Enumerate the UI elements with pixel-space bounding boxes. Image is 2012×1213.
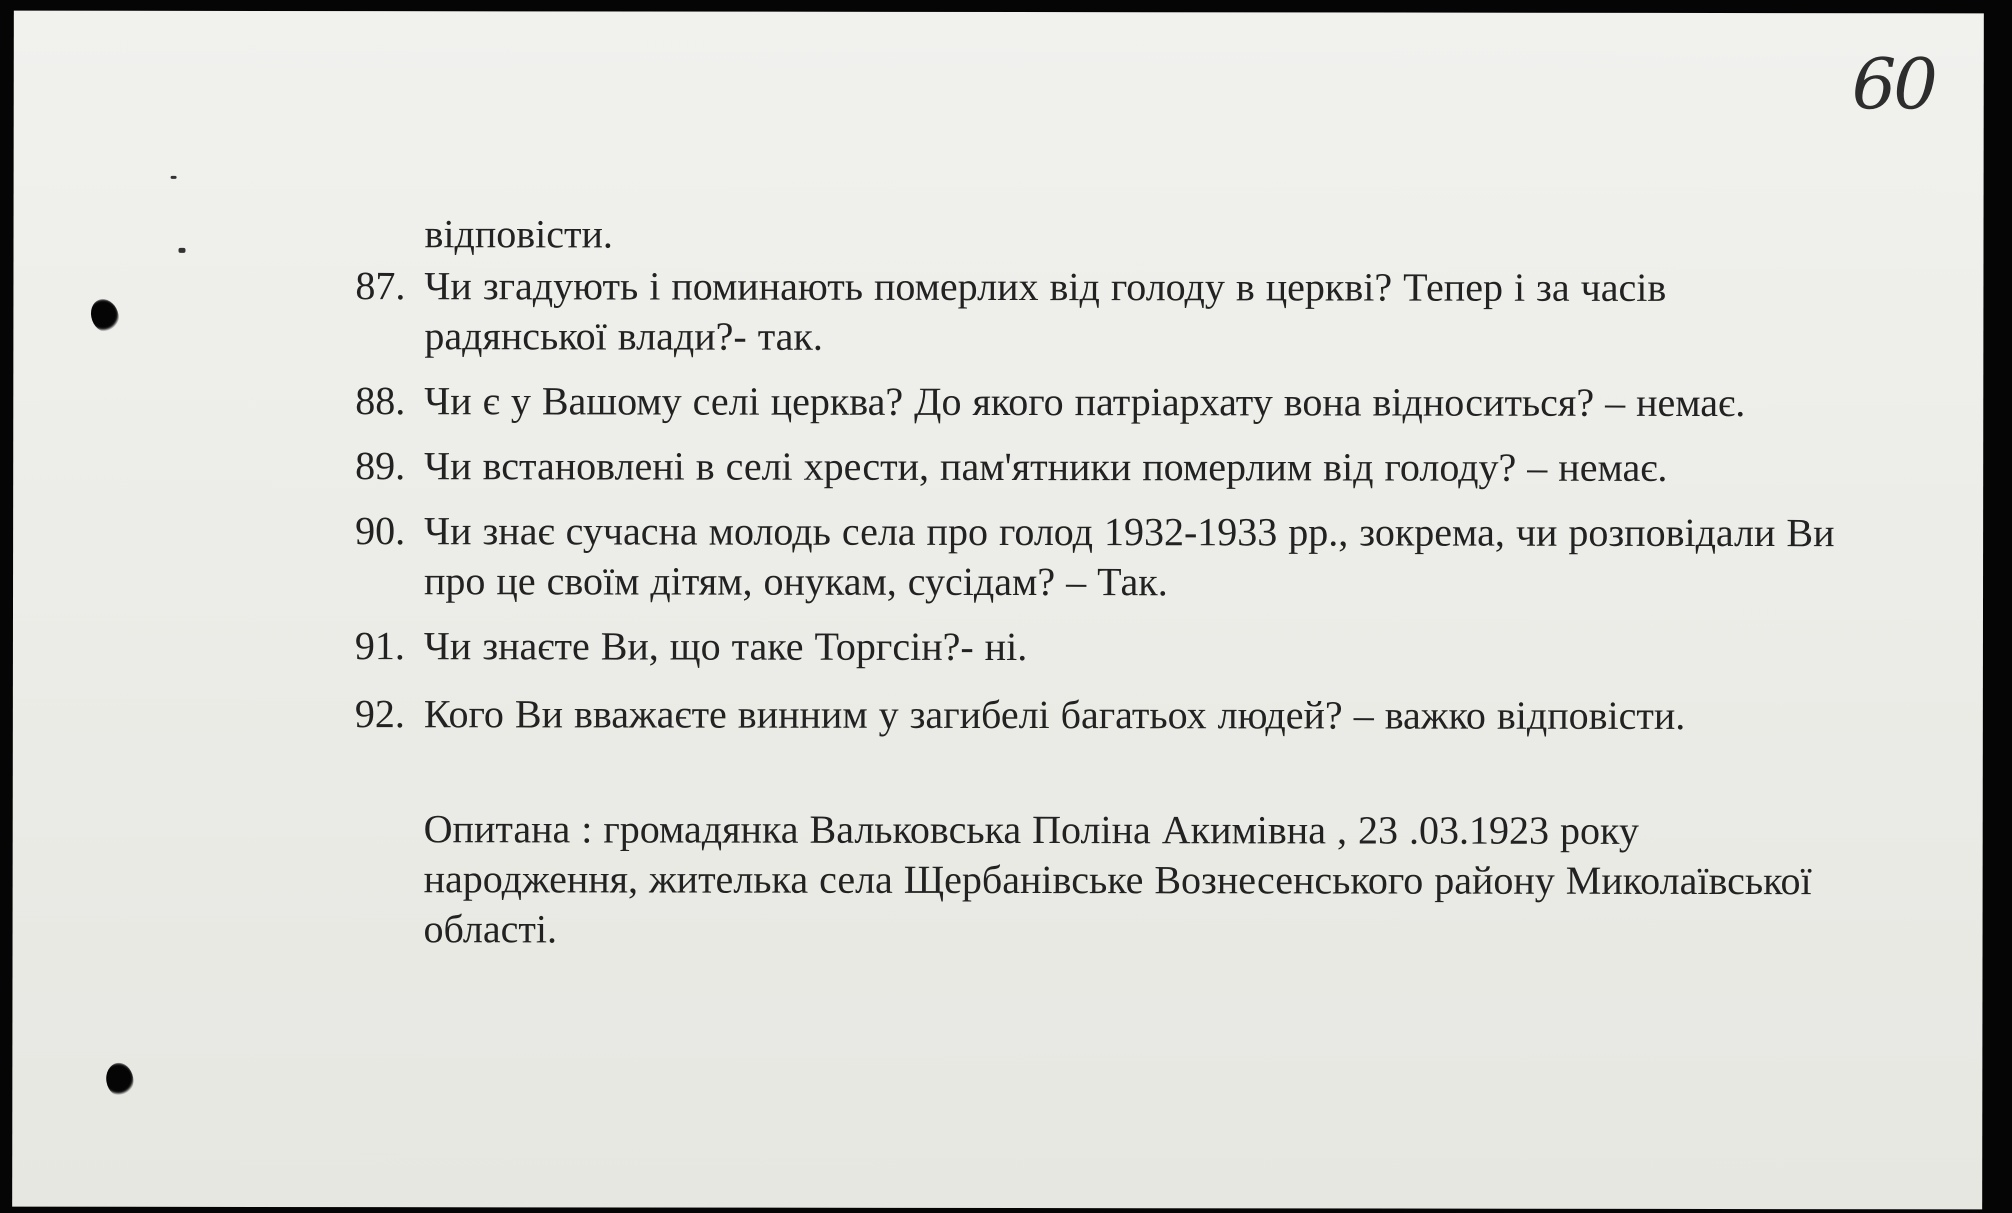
question-text: Кого Ви вважаєте винним у загибелі багатьох людей? – важко відповісти. — [423, 691, 1686, 738]
archival-document-page — [12, 11, 1984, 1210]
question-text: Чи знає сучасна молодь села про голод 1932-1933 рр., зокрема, чи розповідали Ви про це своїм дітям, онукам, сусідам? – Так. — [424, 508, 1835, 605]
question-text: Чи згадують і поминають померлих від голоду в церкві? Тепер і за часів радянської влади?- так. — [424, 263, 1667, 359]
questionnaire-text — [355, 209, 1846, 956]
question-number: 88. — [355, 378, 406, 424]
question-item — [355, 506, 1845, 608]
question-text: Чи є у Вашому селі церква? До якого патріархату вона відноситься? – немає. — [424, 378, 1746, 426]
question-item — [355, 261, 1845, 363]
question-text: Чи встановлені в селі хрести, пам'ятники померлим від голоду? – немає. — [424, 443, 1668, 490]
question-number: 90. — [355, 508, 406, 554]
question-number: 87. — [355, 263, 406, 309]
question-item — [355, 689, 1845, 741]
punch-hole-icon — [104, 1061, 136, 1099]
question-number: 92. — [354, 691, 405, 737]
respondent-details: Опитана : громадянка Вальковська Поліна Акимівна , 23 .03.1923 року народження, жителька села Щербанівське Вознесенського району Миколаївської області. — [423, 806, 1812, 952]
paper-speck — [178, 248, 185, 253]
handwritten-page-number: 60 — [1851, 43, 1935, 126]
punch-hole-icon — [86, 295, 123, 336]
question-number: 91. — [354, 623, 405, 669]
question-text: Чи знаєте Ви, що таке Торгсін?- ні. — [423, 623, 1028, 670]
question-item — [355, 441, 1845, 493]
question-number: 89. — [355, 443, 406, 489]
paper-speck — [171, 176, 177, 179]
question-item — [355, 621, 1845, 673]
question-item — [355, 376, 1845, 428]
continued-answer: відповісти. — [424, 211, 613, 257]
